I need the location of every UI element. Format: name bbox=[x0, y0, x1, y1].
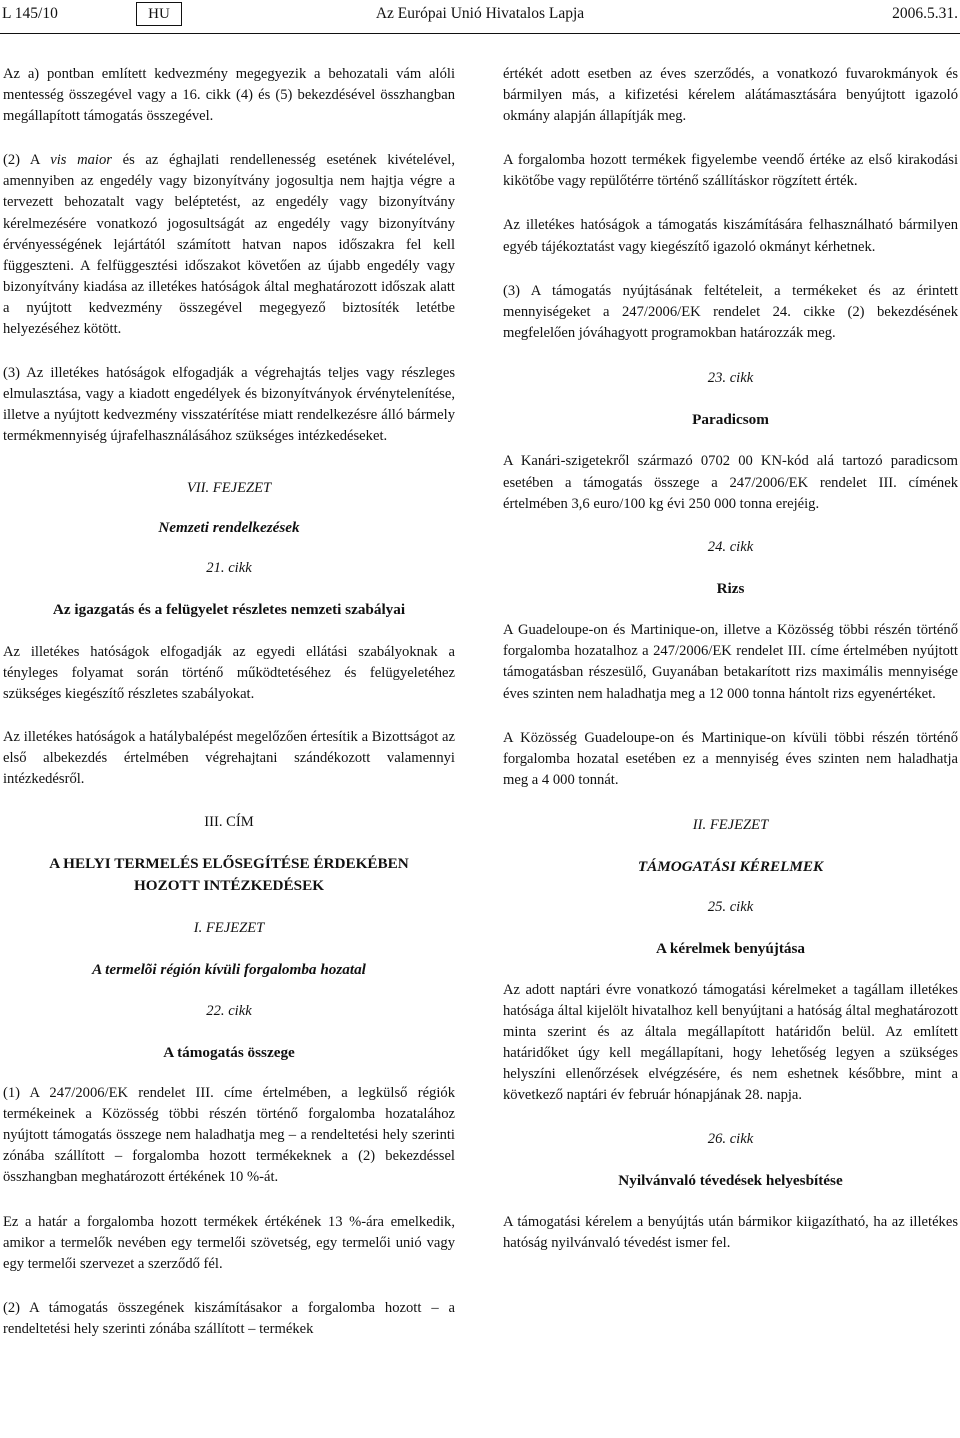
header-rule bbox=[0, 33, 960, 34]
language-box: HU bbox=[136, 2, 182, 26]
paragraph: A Közösség Guadeloupe-on és Martinique-on kívüli többi részén történő forgalomba hozatal esetében ez a mennyiség éves szinten nem haladhatja meg a 4 000 tonnát. bbox=[503, 729, 958, 788]
chapter-title: A termelõi régión kívüli forgalomba hozatal bbox=[92, 961, 366, 979]
paragraph: Az illetékes hatóságok a hatálybalépést megelőzően értesítik a Bizottságot az első albekezdés értelmében végrehajtani szándékozott valamennyi intézkedésről. bbox=[3, 728, 455, 787]
left-column bbox=[3, 64, 455, 1340]
paragraph: Az a) pontban említett kedvezmény megegyezik a behozatali vám alóli mentesség összegével vagy a 16. cikk (4) és (5) bekezdésével összhangban megállapított támogatás összegével. bbox=[3, 66, 455, 125]
paragraph: (2) A vis maior és az éghajlati rendellenesség esetének kivételével, amennyiben az engedély vagy bizonyítvány jogosultja nem hajtja végre a tervezett behozatalt vagy beléptetést, az engedély vagy bizonyítvány kérelmezésére vonatkozó jogosultságát az engedély vagy bizonyítvány érvényességének lejártától számított hatvan napos időszakra fel kell függeszteni. A felfüggesztési időszakot követően az újabb engedély vagy bizonyítvány kiadása az illetékes hatóságok által meghatározott időszak alatt a nyújtott kedvezmény összegével megegyező biztosíték letétbe helyezéséhez kötött. bbox=[3, 152, 455, 338]
paragraph: Az illetékes hatóságok a támogatás kiszámítására felhasználható bármilyen egyéb tájékoztatást vagy kiegészítő igazoló okmányt kérhetnek. bbox=[503, 217, 958, 255]
chapter-label: II. FEJEZET bbox=[692, 816, 769, 833]
publication-date: 2006.5.31. bbox=[892, 5, 958, 22]
paragraph: értékét adott esetben az éves szerződés, a vonatkozó fuvarokmányok és bármilyen más, a kifizetési kérelem alátámasztására benyújtott igazoló okmány alapján állapítják meg. bbox=[503, 66, 958, 125]
article-label: 25. cikk bbox=[707, 899, 754, 916]
paragraph: Ez a határ a forgalomba hozott termékek értékének 13 %-ára emelkedik, amikor a termelők nevében egy termelői szövetség, egy termelői unió vagy egy termelői szervezet a szerződő fél. bbox=[3, 1213, 455, 1272]
article-label: 26. cikk bbox=[707, 1131, 754, 1148]
title-label: III. CÍM bbox=[204, 814, 254, 831]
paragraph: A Guadeloupe-on és Martinique-on, illetve a Közösség többi részén történő forgalomba hozatalhoz a 247/2006/EK rendelet III. címe értelmében nyújtott támogatásban részesülő, Guyanában betakarított rizs maximális mennyisége éves szinten nem haladhatja meg a 12 000 tonna hántolt rizs egyenértéket. bbox=[503, 622, 958, 702]
paragraph: Az adott naptári évre vonatkozó támogatási kérelmeket a tagállam illetékes hatósága által kijelölt hivatalhoz kell benyújtani a hatóság által meghatározott minta szerint és az általa megállapított határidőn belül. Az említett határidőket úgy kell megállapítani, hogy lehetőség legyen a szükséges helyszíni ellenőrzések elvégzésére, és nem eshetnek későbbre, mint a következő naptári év február hónapjának 28. napja. bbox=[503, 981, 958, 1104]
chapter-title: Nemzeti rendelkezések bbox=[158, 518, 300, 536]
article-title: A támogatás összege bbox=[163, 1043, 295, 1061]
chapter-label: I. FEJEZET bbox=[193, 920, 265, 937]
right-column bbox=[503, 64, 958, 1254]
paragraph: (2) A támogatás összegének kiszámításakor a forgalomba hozott – a rendeltetési hely szerinti zónába szállított – termékek bbox=[3, 1299, 455, 1337]
article-title: Nyilvánvaló tévedések helyesbítése bbox=[618, 1172, 843, 1190]
title-heading: A HELYI TERMELÉS ELŐSEGÍTÉSE ÉRDEKÉBEN HOZOTT INTÉZKEDÉSEK bbox=[49, 855, 409, 894]
chapter-title: TÁMOGATÁSI KÉRELMEK bbox=[637, 857, 824, 875]
article-label: 24. cikk bbox=[707, 538, 754, 555]
paragraph: A forgalomba hozott termékek figyelembe veendő értéke az első kirakodási kikötőbe vagy repülőtérre történő szállításkor rögzített érték. bbox=[503, 152, 958, 190]
article-title: A kérelmek benyújtása bbox=[655, 940, 806, 958]
paragraph: (3) Az illetékes hatóságok elfogadják a végrehajtás teljes vagy részleges elmulasztása, vagy a kiadott engedélyek és bizonyítványok érvénytelenítése, illetve a nyújtott kedvezmény visszatérítése miatt rendelkezésre álló bármely termékmennyiség újrafelhasználásához szükséges intézkedéseket. bbox=[3, 365, 455, 445]
paragraph: (3) A támogatás nyújtásának feltételeit, a termékeket és az érintett mennyiségeket a 247/2006/EK rendelet 24. cikke (2) bekezdésének megfelelően jóváhagyott programokban határozzák meg. bbox=[503, 282, 958, 341]
paragraph: A támogatási kérelem a benyújtás után bármikor kiigazítható, ha az illetékes hatóság nyilvánvaló tévedést ismer fel. bbox=[503, 1213, 958, 1252]
journal-title: Az Európai Unió Hivatalos Lapja bbox=[375, 5, 585, 22]
page-reference: L 145/10 bbox=[2, 5, 58, 22]
article-title: Az igazgatás és a felügyelet részletes nemzeti szabályai bbox=[52, 601, 406, 618]
article-label: 23. cikk bbox=[707, 369, 754, 386]
article-title: Paradicsom bbox=[692, 410, 769, 428]
paragraph: Az illetékes hatóságok elfogadják az egyedi ellátási szabályoknak a tényleges folyamat során történő működtetéséhez és felügyeletéhez szükséges kiegészítő részletes szabályokat. bbox=[3, 643, 455, 702]
chapter-label: VII. FEJEZET bbox=[186, 479, 272, 496]
article-label: 21. cikk bbox=[206, 560, 252, 576]
paragraph: (1) A 247/2006/EK rendelet III. címe értelmében, a legkülső régiók termékeinek a Közösség többi részén történő forgalomba hozatalához nyújtott támogatás összege nem haladhatja meg – a rendeltetési hely szerinti zónába szállított – forgalomba hozott termékeknek a (2) bekezdéssel összhangban meghatározott értékének 10 %-át. bbox=[3, 1085, 455, 1186]
article-title: Rizs bbox=[716, 579, 745, 597]
article-label: 22. cikk bbox=[206, 1002, 252, 1019]
page-header bbox=[0, 0, 960, 32]
paragraph: A Kanári-szigetekről származó 0702 00 KN-kód alá tartozó paradicsom esetében a támogatás összege a 247/2006/EK rendelet III. címének értelmében 3,6 euro/100 kg évi 250 000 tonna erejéig. bbox=[503, 453, 958, 512]
